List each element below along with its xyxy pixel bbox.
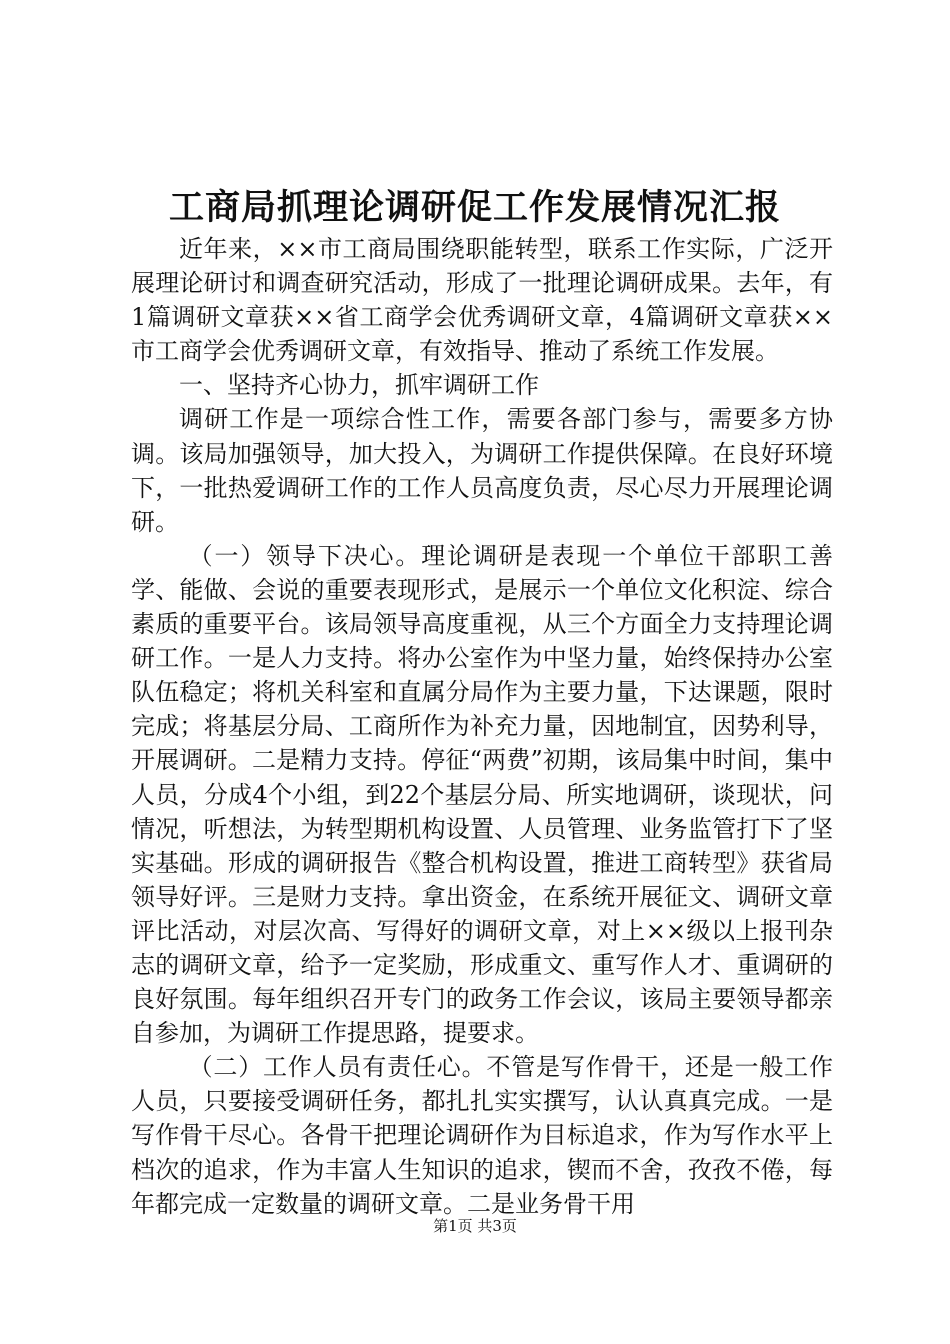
page-number-footer: 第1页 共3页 (433, 1217, 517, 1235)
document-title: 工商局抓理论调研促工作发展情况汇报 (168, 187, 781, 228)
paragraph-section-1: 调研工作是一项综合性工作，需要各部门参与，需要多方协调。该局加强领导，加大投入，为调研工作提供保障。在良好环境下，一批热爱调研工作的工作人员高度负责，尽心尽力开展理论调研。 (131, 405, 833, 536)
paragraph-intro: 近年来，××市工商局围绕职能转型，联系工作实际，广泛开展理论研讨和调查研究活动，形成了一批理论调研成果。去年，有1篇调研文章获××省工商学会优秀调研文章，4篇调研文章获××市工商学会优秀调研文章，有效指导、推动了系统工作发展。 (131, 235, 833, 366)
document-body (131, 232, 833, 1221)
paragraph-subsection-1: （一）领导下决心。理论调研是表现一个单位干部职工善学、能做、会说的重要表现形式，是展示一个单位文化积淀、综合素质的重要平台。该局领导高度重视，从三个方面全力支持理论调研工作。一是人力支持。将办公室作为中坚力量，始终保持办公室队伍稳定；将机关科室和直属分局作为主要力量，下达课题，限时完成；将基层分局、工商所作为补充力量，因地制宜，因势利导，开展调研。二是精力支持。停征“两费”初期，该局集中时间，集中人员，分成4个小组，到22个基层分局、所实地调研，谈现状，问情况，听想法，为转型期机构设置、人员管理、业务监管打下了坚实基础。形成的调研报告《整合机构设置，推进工商转型》获省局领导好评。三是财力支持。拿出资金，在系统开展征文、调研文章评比活动，对层次高、写得好的调研文章，对上××级以上报刊杂志的调研文章，给予一定奖励，形成重文、重写作人才、重调研的良好氛围。每年组织召开专门的政务工作会议，该局主要领导都亲自参加，为调研工作提思路，提要求。 (131, 541, 833, 1048)
paragraph-subsection-2: （二）工作人员有责任心。不管是写作骨干，还是一般工作人员，只要接受调研任务，都扎扎实实撰写，认认真真完成。一是写作骨干尽心。各骨干把理论调研作为目标追求，作为写作水平上档次的追求，作为丰富人生知识的追求，锲而不舍，孜孜不倦，每年都完成一定数量的调研文章。二是业务骨干用 (131, 1053, 833, 1218)
section-heading-1: 一、坚持齐心协力，抓牢调研工作 (179, 371, 539, 400)
